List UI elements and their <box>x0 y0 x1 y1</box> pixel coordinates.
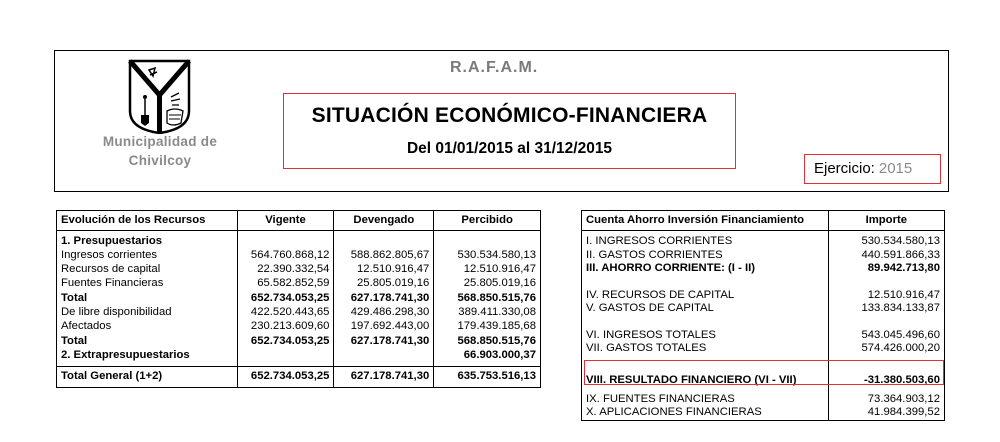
row-label: X. APLICACIONES FINANCIERAS <box>582 406 829 420</box>
row-label: De libre disponibilidad <box>57 306 238 320</box>
vigente-cell: 22.390.332,54 <box>237 263 334 277</box>
table-row <box>57 249 541 263</box>
vigente-cell: 230.213.609,60 <box>237 320 334 334</box>
vigente-cell: 564.760.868,12 <box>237 249 334 263</box>
vigente-cell: 65.582.852,59 <box>237 277 334 291</box>
amount-cell: 543.045.496,60 <box>861 328 940 341</box>
municipality-name: Municipalidad de Chivilcoy <box>102 134 218 168</box>
system-name: R.A.F.A.M. <box>450 59 539 76</box>
amount-cell: 133.834.133,87 <box>861 302 940 314</box>
table-row <box>582 249 945 263</box>
percibido-cell: 530.534.580,13 <box>457 248 536 261</box>
table-row <box>582 393 945 407</box>
percibido-cell: 179.439.185,68 <box>457 320 536 333</box>
table-row <box>57 277 541 291</box>
row-label: 2. Extrapresupuestarios <box>57 349 238 367</box>
table-row <box>582 329 945 343</box>
table-row <box>57 231 541 249</box>
table-row <box>582 302 945 316</box>
vigente-cell: 652.734.053,25 <box>237 334 334 348</box>
table-row <box>582 289 945 303</box>
devengado-cell: 25.805.019,16 <box>334 277 434 291</box>
percibido-cell: 25.805.019,16 <box>463 277 536 290</box>
percibido-cell: 66.903.000,37 <box>463 348 536 361</box>
row-label: VII. GASTOS TOTALES <box>582 342 829 356</box>
column-header: Importe <box>828 211 944 231</box>
report-title-box <box>283 93 736 169</box>
spacer-row <box>582 316 945 329</box>
municipality-coat-of-arms-icon <box>127 59 192 134</box>
devengado-cell: 627.178.741,30 <box>334 334 434 348</box>
devengado-cell: 197.692.443,00 <box>334 320 434 334</box>
row-label: Ingresos corrientes <box>57 249 238 263</box>
devengado-cell: 12.510.916,47 <box>334 263 434 277</box>
column-header: Evolución de los Recursos <box>57 211 238 231</box>
column-header: Percibido <box>434 211 541 231</box>
row-label: V. GASTOS DE CAPITAL <box>582 302 829 316</box>
table-row <box>57 334 541 348</box>
row-label: VIII. RESULTADO FINANCIERO (VI - VII) <box>582 369 829 393</box>
row-label: Recursos de capital <box>57 263 238 277</box>
amount-cell: 440.591.866,33 <box>861 248 940 261</box>
vigente-cell: 422.520.443,65 <box>237 306 334 320</box>
exercise-year: 2015 <box>878 160 913 177</box>
table-row <box>57 306 541 320</box>
percibido-cell: 12.510.916,47 <box>463 263 536 276</box>
percibido-cell: 389.411.330,08 <box>458 306 536 319</box>
exercise-label: Ejercicio: <box>814 160 875 177</box>
resources-table <box>56 210 541 388</box>
table-row <box>582 231 945 249</box>
amount-cell: 73.364.903,12 <box>867 392 940 405</box>
row-label: Total <box>57 334 238 348</box>
table-row <box>57 349 541 367</box>
table-row <box>582 406 945 420</box>
report-title: SITUACIÓN ECONÓMICO-FINANCIERA <box>311 104 708 127</box>
row-label: I. INGRESOS CORRIENTES <box>582 231 829 249</box>
column-header: Cuenta Ahorro Inversión Financiamiento <box>582 211 829 231</box>
report-header <box>54 50 949 192</box>
vigente-cell: 652.734.053,25 <box>237 367 334 388</box>
column-header: Vigente <box>237 211 334 231</box>
percibido-cell: 568.850.515,76 <box>457 291 536 304</box>
amount-cell: 89.942.713,80 <box>867 262 940 274</box>
exercise-box <box>804 154 941 184</box>
report-period: Del 01/01/2015 al 31/12/2015 <box>406 140 613 157</box>
amount-cell: 12.510.916,47 <box>867 288 940 301</box>
devengado-cell: 588.862.805,67 <box>334 249 434 263</box>
column-header: Devengado <box>334 211 434 231</box>
financial-result-row <box>582 369 945 393</box>
table-row <box>57 291 541 305</box>
table-row <box>57 320 541 334</box>
devengado-cell: 429.486.298,30 <box>334 306 434 320</box>
row-label: VI. INGRESOS TOTALES <box>582 329 829 343</box>
account-table <box>581 210 945 421</box>
total-general-row <box>57 367 541 388</box>
amount-cell: 530.534.580,13 <box>861 235 940 247</box>
row-label: 1. Presupuestarios <box>57 231 238 249</box>
spacer-row <box>582 276 945 289</box>
resources-header-row <box>57 211 541 231</box>
row-label: Fuentes Financieras <box>57 277 238 291</box>
amount-cell: -31.380.503,60 <box>863 373 940 386</box>
vigente-cell: 652.734.053,25 <box>237 291 334 305</box>
devengado-cell: 627.178.741,30 <box>334 367 434 388</box>
row-label: Afectados <box>57 320 238 334</box>
amount-cell: 41.984.399,52 <box>867 406 940 418</box>
row-label: Total General (1+2) <box>57 367 238 388</box>
amount-cell: 574.426.000,20 <box>861 342 940 354</box>
devengado-cell: 627.178.741,30 <box>334 291 434 305</box>
spacer-row <box>582 356 945 369</box>
row-label: II. GASTOS CORRIENTES <box>582 249 829 263</box>
table-row <box>582 262 945 276</box>
table-row <box>57 263 541 277</box>
row-label: Total <box>57 291 238 305</box>
table-row <box>582 342 945 356</box>
account-header-row <box>582 211 945 231</box>
percibido-cell: 568.850.515,76 <box>457 334 536 347</box>
row-label: III. AHORRO CORRIENTE: (I - II) <box>582 262 829 276</box>
row-label: IX. FUENTES FINANCIERAS <box>582 393 829 407</box>
percibido-cell: 635.753.516,13 <box>434 367 541 388</box>
row-label: IV. RECURSOS DE CAPITAL <box>582 289 829 303</box>
